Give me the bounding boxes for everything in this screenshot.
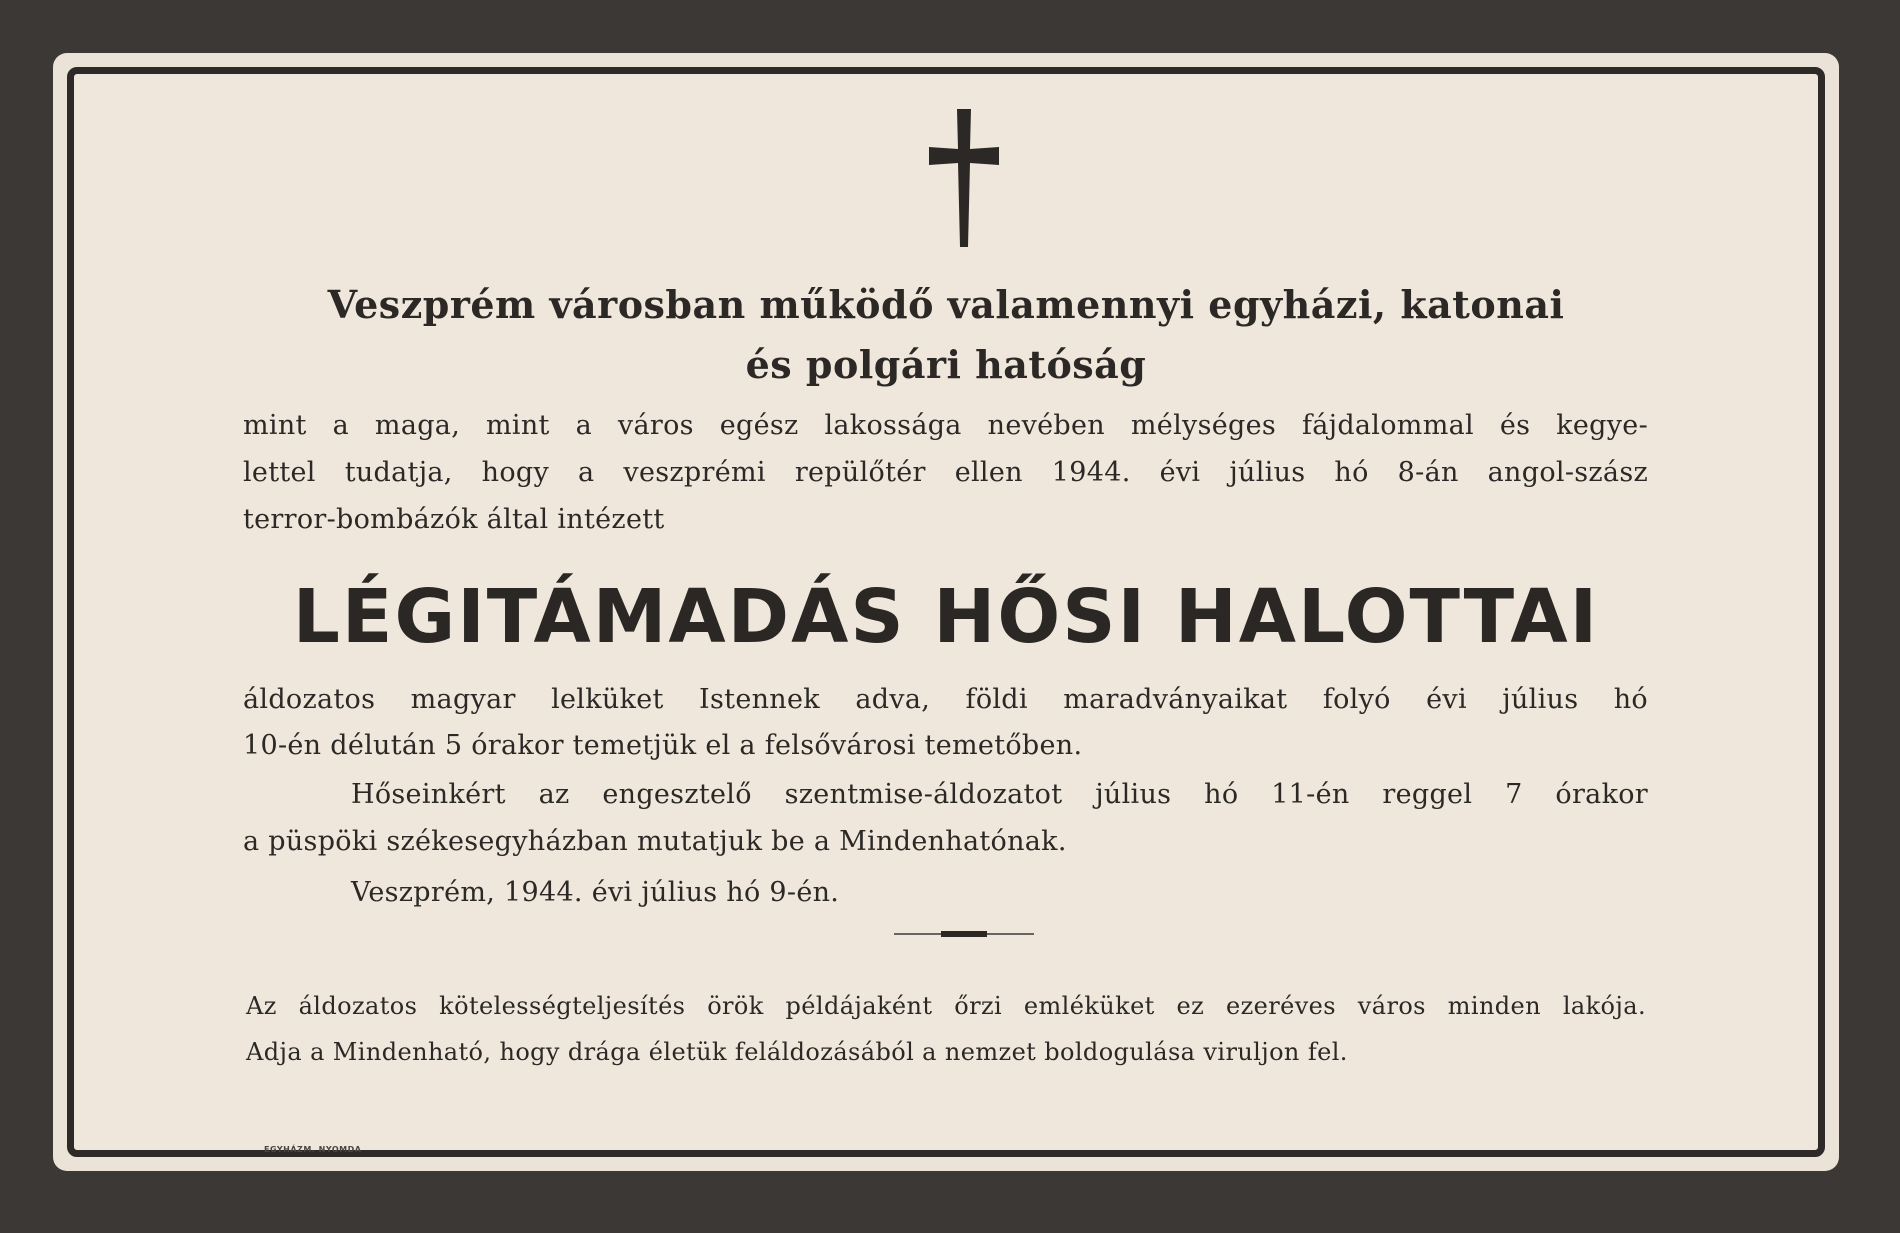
date-line: Veszprém, 1944. évi július hó 9-én. [351,877,840,908]
notice-title: LÉGITÁMADÁS HŐSI HALOTTAI [292,574,1600,660]
burial-line-2: 10-én délután 5 órakor temetjük el a felsővárosi temetőben. [243,730,1083,761]
mass-line-2: a püspöki székesegyházban mutatjuk be a Mindenhatónak. [243,826,1067,857]
intro-line-2: lettel tudatja, hogy a veszprémi repülőtér ellen 1944. évi július hó 8-án angol-szász [243,457,1648,488]
notice-content [74,74,1818,1154]
mass-line-1: Hőseinkért az engesztelő szentmise-áldozatot július hó 11-én reggel 7 órakor [351,779,1648,810]
cross-icon [919,109,1009,249]
intro-line-3: terror-bombázók által intézett [243,504,665,535]
heading-line-2: és polgári hatóság [745,342,1147,387]
closing-line-1: Az áldozatos kötelességteljesítés örök példájaként őrzi emléküket ez ezeréves város minden lakója. [246,992,1646,1020]
heading-line-1: Veszprém városban működő valamennyi egyházi, katonai [327,282,1565,327]
death-notice-card [53,53,1839,1171]
divider-center-mark [941,931,987,937]
closing-line-2: Adja a Mindenható, hogy drága életük feláldozásából a nemzet boldogulása viruljon fel. [246,1038,1348,1066]
printer-imprint: EGYHÁZM. NYOMDA [264,1145,362,1154]
burial-line-1: áldozatos magyar lelküket Istennek adva, földi maradványaikat folyó évi július hó [243,684,1648,715]
intro-line-1: mint a maga, mint a város egész lakossága nevében mélységes fájdalommal és kegye- [243,410,1648,441]
mourning-border [67,67,1825,1157]
